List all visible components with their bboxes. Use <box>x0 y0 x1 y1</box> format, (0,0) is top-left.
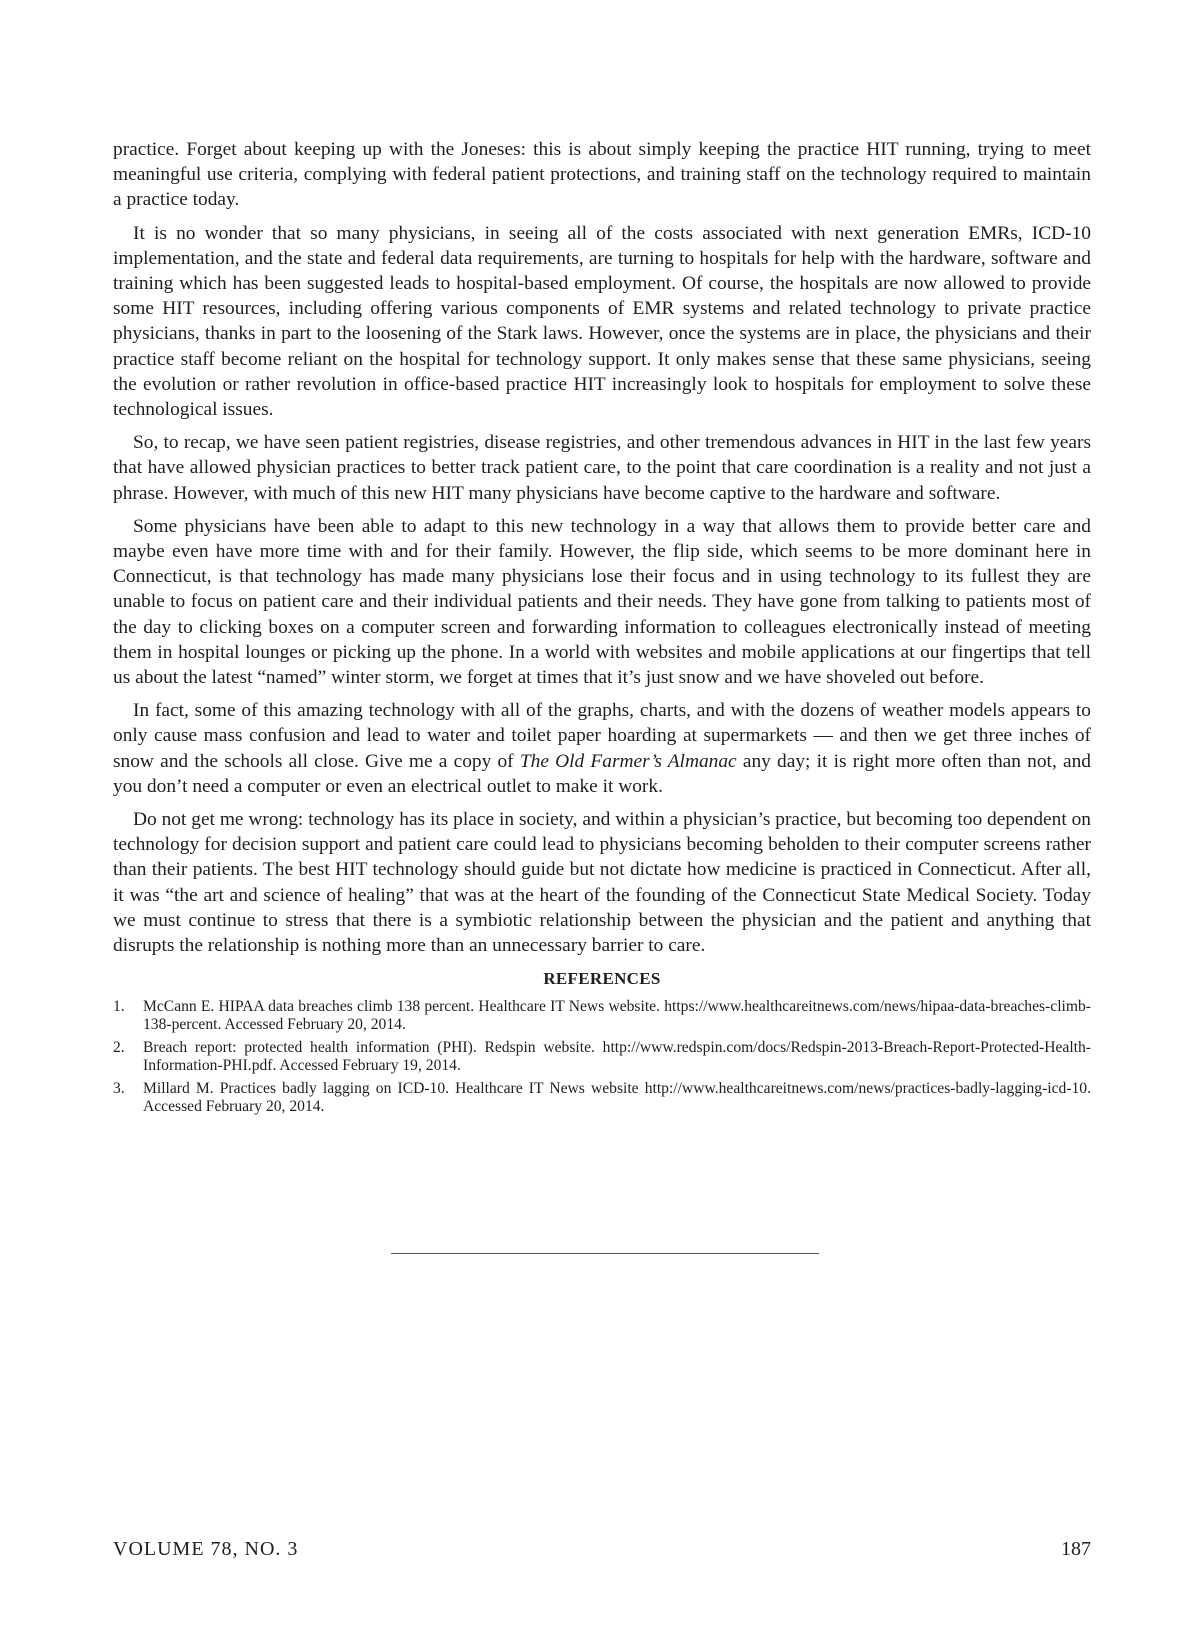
reference-text: Breach report: protected health information (PHI). Redspin website. http://www.redspin.com/docs/Redspin-2013-Breach-Report-Protected-Health-Information-PHI.pdf. Accessed February 19, 2014. <box>143 1038 1091 1074</box>
reference-item <box>113 1039 1091 1075</box>
volume-footer: VOLUME 78, NO. 3 <box>113 1538 299 1560</box>
article-body <box>113 137 1091 1121</box>
body-paragraph: Some physicians have been able to adapt to this new technology in a way that allows them to provide better care and maybe even have more time with and for their family. However, the flip side, which seems to be more dominant here in Connecticut, is that technology has made many physicians lose their focus and in using technology to its fullest they are unable to focus on patient care and their individual patients and their needs. They have gone from talking to patients most of the day to clicking boxes on a computer screen and forwarding information to colleagues electronically instead of meeting them in hospital lounges or picking up the phone. In a world with websites and mobile applications at our fingertips that tell us about the latest “named” winter storm, we forget at times that it’s just snow and we have shoveled out before. <box>113 515 1091 689</box>
reference-item <box>113 1080 1091 1116</box>
reference-text: Millard M. Practices badly lagging on ICD-10. Healthcare IT News website http://www.healthcareitnews.com/news/practices-badly-lagging-icd-10. Accessed February 20, 2014. <box>143 1079 1091 1115</box>
references-heading: REFERENCES <box>543 969 661 989</box>
body-paragraph: So, to recap, we have seen patient registries, disease registries, and other tremendous advances in HIT in the last few years that have allowed physician practices to better track patient care, to the point that care coordination is a reality and not just a phrase. However, with much of this new HIT many physicians have become captive to the hardware and software. <box>113 432 1091 504</box>
paragraph-text: any day; it is right more often than not, and you don’t need a computer or even an electrical outlet to make it work. <box>113 750 1091 797</box>
reference-number: 2. <box>113 1038 125 1056</box>
body-paragraph: practice. Forget about keeping up with the Joneses: this is about simply keeping the practice HIT running, trying to meet meaningful use criteria, complying with federal patient protections, and training staff on the technology required to maintain a practice today. <box>113 139 1091 211</box>
section-divider <box>391 1253 819 1254</box>
body-paragraph: Do not get me wrong: technology has its place in society, and within a physician’s practice, but becoming too dependent on technology for decision support and patient care could lead to physicians becoming beholden to their computer screens rather than their patients. The best HIT technology should guide but not dictate how medicine is practiced in Connecticut. After all, it was “the art and science of healing” that was at the heart of the founding of the Connecticut State Medical Society. Today we must continue to stress that there is a symbiotic relationship between the physician and the patient and anything that disrupts the relationship is nothing more than an unnecessary barrier to care. <box>113 809 1091 957</box>
reference-text: McCann E. HIPAA data breaches climb 138 percent. Healthcare IT News website. https://www.healthcareitnews.com/news/hipaa-data-breaches-climb-138-percent. Accessed February 20, 2014. <box>143 997 1091 1033</box>
reference-number: 1. <box>113 997 125 1015</box>
body-paragraph: It is no wonder that so many physicians, in seeing all of the costs associated with next generation EMRs, ICD-10 implementation, and the state and federal data requirements, are turning to hospitals for help with the hardware, software and training which has been suggested leads to hospital-based employment. Of course, the hospitals are now allowed to provide some HIT resources, including offering various components of EMR systems and related technology to private practice physicians, thanks in part to the loosening of the Stark laws. However, once the systems are in place, the physicians and their practice staff become reliant on the hospital for technology support. It only makes sense that these same physicians, seeing the evolution or rather revolution in office-based practice HIT increasingly look to hospitals for employment to solve these technological issues. <box>113 222 1091 421</box>
book-title: The Old Farmer’s Almanac <box>519 750 737 772</box>
body-paragraph <box>113 698 1091 799</box>
reference-item <box>113 998 1091 1034</box>
references-list <box>113 998 1091 1116</box>
paragraph-text: In fact, some of this amazing technology with all of the graphs, charts, and with the dozens of weather models appears to only cause mass confusion and lead to water and toilet paper hoarding at supermarkets — and then we get three inches of snow and the schools all close. Give me a copy of <box>113 700 1091 772</box>
page-number: 187 <box>1061 1538 1091 1560</box>
reference-number: 3. <box>113 1079 125 1097</box>
